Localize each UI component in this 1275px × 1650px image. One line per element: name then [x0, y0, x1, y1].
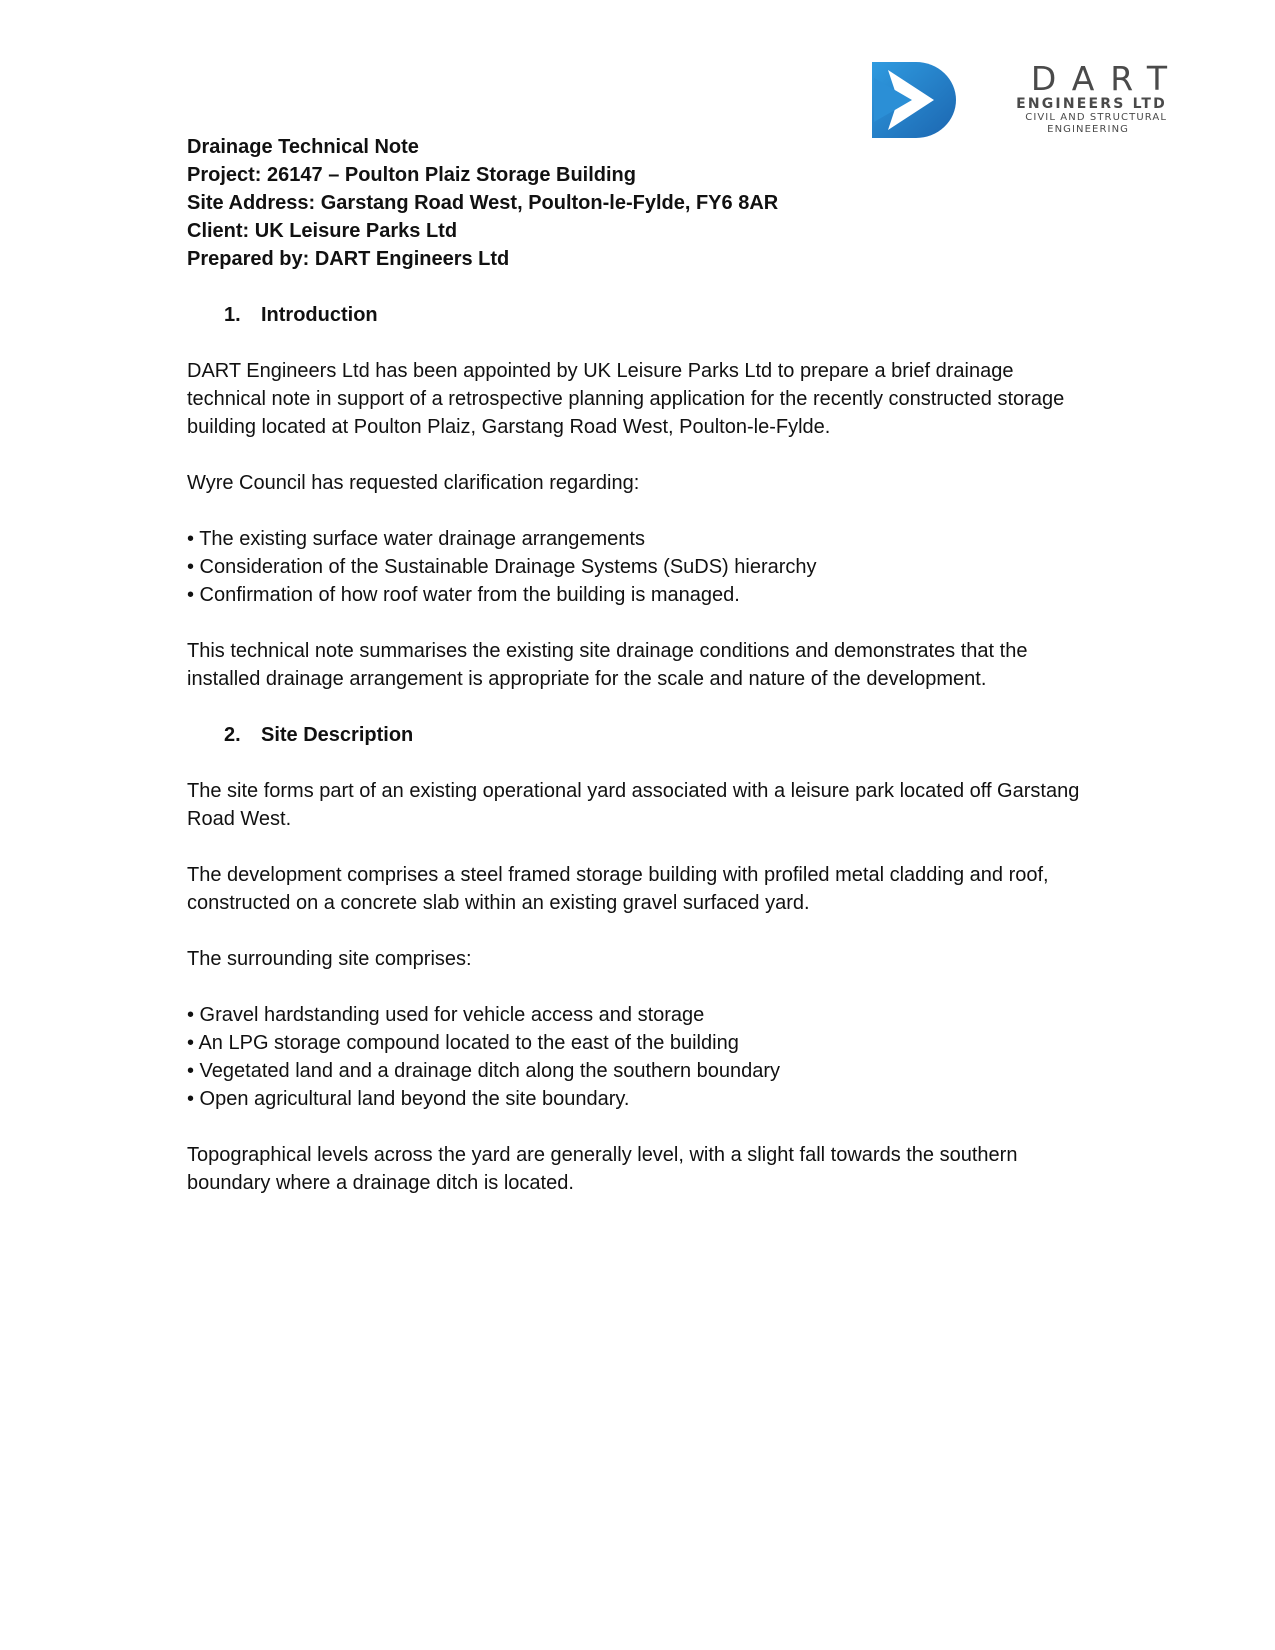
list-item: • The existing surface water drainage arrangements: [187, 528, 645, 550]
section-title: Site Description: [261, 724, 414, 746]
logo-name: DART: [1030, 59, 1183, 98]
list-item: • An LPG storage compound located to the east of the building: [187, 1032, 739, 1054]
paragraph: The surrounding site comprises:: [187, 948, 472, 970]
section-title: Introduction: [261, 304, 378, 326]
logo-line1: ENGINEERS LTD: [1016, 96, 1167, 112]
logo-line2: CIVIL AND STRUCTURAL: [1025, 112, 1167, 123]
paragraph: Wyre Council has requested clarification regarding:: [187, 472, 640, 494]
list-item: • Vegetated land and a drainage ditch along the southern boundary: [187, 1060, 781, 1082]
list-item: • Confirmation of how roof water from the building is managed.: [187, 584, 740, 606]
bullet-list: [187, 525, 1087, 609]
paragraph: DART Engineers Ltd has been appointed by UK Leisure Parks Ltd to prepare a brief drainage technical note in support of a retrospective planning application for the recently constructed storage building located at Poulton Plaiz, Garstang Road West, Poulton-le-Fylde.: [187, 360, 1065, 438]
logo-line3: ENGINEERING: [1047, 124, 1129, 135]
document-title: Drainage Technical Note: [187, 136, 419, 158]
section-number: 2.: [224, 724, 241, 746]
document-body: [187, 133, 1087, 1225]
paragraph: This technical note summarises the existing site drainage conditions and demonstrates that the installed drainage arrangement is appropriate for the scale and nature of the development.: [187, 640, 1028, 690]
paragraph: The development comprises a steel framed storage building with profiled metal cladding and roof, constructed on a concrete slab within an existing gravel surfaced yard.: [187, 864, 1049, 914]
list-item: • Open agricultural land beyond the site boundary.: [187, 1088, 630, 1110]
company-logo: [872, 59, 1183, 142]
project-line: Project: 26147 – Poulton Plaiz Storage Building: [187, 164, 636, 186]
list-item: • Gravel hardstanding used for vehicle access and storage: [187, 1004, 705, 1026]
paragraph: The site forms part of an existing operational yard associated with a leisure park located off Garstang Road West.: [187, 780, 1080, 830]
prepared-by-line: Prepared by: DART Engineers Ltd: [187, 248, 510, 270]
bullet-list: [187, 1001, 1087, 1113]
section-heading-introduction: [224, 301, 1087, 329]
list-item: • Consideration of the Sustainable Drainage Systems (SuDS) hierarchy: [187, 556, 817, 578]
section-heading-site-description: [224, 721, 1087, 749]
client-line: Client: UK Leisure Parks Ltd: [187, 220, 458, 242]
section-number: 1.: [224, 304, 241, 326]
dart-arrow-icon: [872, 62, 962, 138]
paragraph: Topographical levels across the yard are generally level, with a slight fall towards the southern boundary where a drainage ditch is located.: [187, 1144, 1018, 1194]
site-address-line: Site Address: Garstang Road West, Poulton-le-Fylde, FY6 8AR: [187, 192, 779, 214]
